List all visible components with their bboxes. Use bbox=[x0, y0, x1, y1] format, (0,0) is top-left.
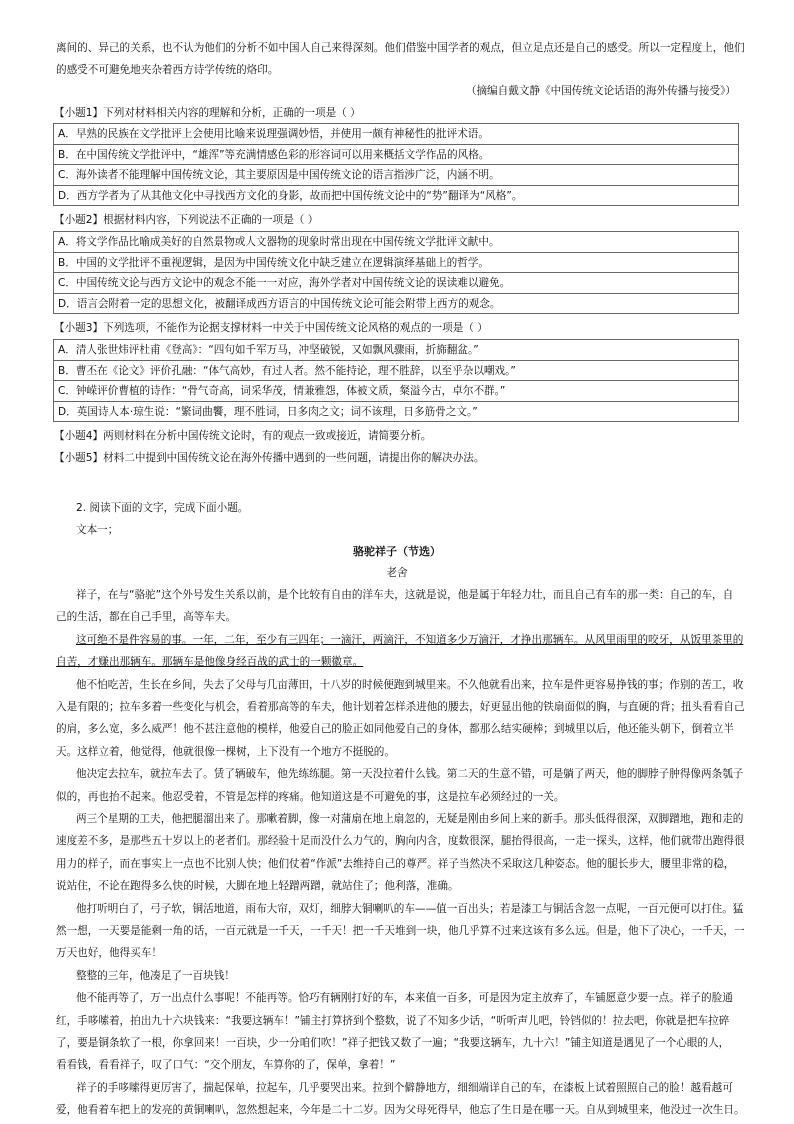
passage-line: 他打听明白了，弓子软，铜活地道，雨布大帘，双灯，细脖大铜喇叭的车——值一百出头；若是漆工与铜活含忽一点呢，一百元便可以打住。猛 bbox=[76, 902, 744, 915]
passage-paragraph bbox=[56, 584, 740, 629]
passage-paragraph bbox=[56, 987, 740, 1077]
passage-line: 他不能再等了，万一出点什么事呢！不能再等。恰巧有辆刚打好的车，本来值一百多，可是因为定主放弃了，车铺愿意少要一点。祥子的脸通 bbox=[76, 992, 733, 1005]
option-1d[interactable]: D．西方学者为了从其他文化中寻找西方文化的身影，故而把中国传统文论中的“势”翻译为“风格”。 bbox=[54, 186, 738, 207]
passage-line: 用力的样子，而在事实上一点也不比别人快；他们仗着“作派”去维持自己的尊严。祥子当然决不采取这几种姿态。他的腿长步大，腰里非常的稳， bbox=[56, 857, 735, 870]
passage-line: 的肩，多么宽，多么威严！他不甚注意他的模样，他爱自己的脸正如同他爱自己的身体，都那么结实硬棒；到城里以后，他还能头朝下，倒着立半 bbox=[56, 723, 734, 736]
question-3-head: 【小题3】下列选项，不能作为论据支撑材料一中关于中国传统文论风格的观点的一项是（ ） bbox=[54, 322, 488, 334]
passage-paragraph bbox=[56, 674, 745, 764]
option-2c[interactable]: C．中国传统文论与西方文论中的观念不能一一对应，海外学者对中国传统文论的误读难以避免。 bbox=[54, 273, 738, 294]
passage-line: 己的生活，都在自己手里，高等车夫。 bbox=[56, 611, 237, 624]
intro-line-1: 离间的、异己的关系，也不认为他们的分析不如中国人自己来得深刻。他们借鉴中国学者的观点，但立足点还是自己的感受。所以一定程度上，他们 bbox=[56, 42, 745, 54]
passage-paragraph bbox=[56, 629, 744, 674]
section-2-instruction: 2. 阅读下面的文字，完成下面小题。 bbox=[76, 502, 249, 514]
option-3b[interactable]: B．曹丕在《论文》评价孔融：“体气高妙，有过人者。然不能持论，理不胜辞，以至乎杂以嘲戏。” bbox=[54, 361, 738, 382]
passage-paragraph bbox=[56, 898, 745, 965]
text-one-label: 文本一； bbox=[76, 524, 119, 536]
option-1a[interactable]: A．早熟的民族在文学批评上会使用比喻来说理强调妙悟，并使用一颇有神秘性的批评术语。 bbox=[54, 124, 738, 145]
passage-line: 入是有限的；拉车多着一些变化与机会，看着那高等的车夫，他计划着怎样杀进他的腰去，好更显出他的铁扇面似的胸，与直硬的背；扭头看看自己 bbox=[56, 701, 745, 713]
passage-paragraph bbox=[56, 1077, 745, 1122]
passage-line: 说站住，不论在跑得多么快的时候，大脚在地上轻蹭两蹭，就站住了；他利落，准确。 bbox=[56, 880, 459, 893]
passage-line: 然一想，一天要是能剩一角的话，一百元就是一千天，一千天！把一千天堆到一块，他几乎算不过来这该有多么远。但是，他下了决心，一千天，一 bbox=[56, 925, 745, 937]
option-3d[interactable]: D．英国诗人本·琼生说：“繁词曲饗，理不胜词，日多肉之文；词不该理，日多筋骨之文。” bbox=[54, 402, 738, 423]
option-2d[interactable]: D．语言会附着一定的思想文化，被翻译成西方语言的中国传统文论可能会附带上西方的观念。 bbox=[54, 294, 738, 315]
passage-line: 他不怕吃苦，生长在乡间，失去了父母与几亩薄田，十八岁的时候便跑到城里来。不久他就看出来，拉车是件更容易挣钱的事；作别的苦工，收 bbox=[76, 678, 744, 691]
question-4: 【小题4】两则材料在分析中国传统文论时，有的观点一致或接近，请简要分析。 bbox=[54, 430, 432, 442]
option-3a[interactable]: A．清人张世炜评杜甫《登高》：“四句如千军万马，冲坚破锐，又如飘风骤雨，折旆翻盆。” bbox=[54, 340, 738, 361]
passage-line: 两三个星期的工夫，他把腿溜出来了。那嗽着脚，像一对蒲扇在地上扇忽的，无疑是刚由乡间上来的新手。那头低得很深，双脚蹭地，跑和走的 bbox=[76, 813, 744, 825]
passage-paragraph bbox=[56, 965, 740, 987]
passage-line: 天。这样立着，他觉得，他就很像一棵树，上下没有一个地方不挺脱的。 bbox=[56, 745, 395, 758]
question-1-head: 【小题1】下列对材料相关内容的理解和分析，正确的一项是（ ） bbox=[54, 107, 361, 119]
passage-author: 老舍 bbox=[386, 567, 408, 579]
passage-line: 这可绝不是件容易的事。一年，二年，至少有三四年；一滴汗，两滴汗，不知道多少万滴汗，才挣出那辆车。从风里雨里的咬牙，从饭里茶里的 bbox=[76, 633, 744, 646]
passage-title: 骆驼祥子（节选） bbox=[353, 545, 441, 558]
passage-paragraph bbox=[56, 808, 745, 898]
passage-line: 他决定去拉车，就拉车去了。赁了辆破车，他先练练腿。第一天没拉着什么钱。第二天的生意不错，可是躺了两天，他的脚脖子肿得像两条瓠子 bbox=[76, 768, 744, 781]
option-1c[interactable]: C．海外读者不能理解中国传统文论，其主要原因是中国传统文论的语言指涉广泛，内涵不明。 bbox=[54, 165, 738, 186]
passage-line: 看看钱，看看祥子，叹了口气：“交个朋友，车算你的了，保单，拿着！” bbox=[56, 1059, 396, 1072]
question-5: 【小题5】材料二中提到中国传统文论在海外传播中遇到的一些问题，请提出你的解决办法。 bbox=[54, 452, 485, 464]
passage-line: 万天也好，他得买车！ bbox=[56, 947, 162, 960]
question-2-options bbox=[53, 231, 739, 314]
option-1b[interactable]: B．在中国传统文学批评中，“雄浑”等充满情感色彩的形容词可以用来概括文学作品的风格。 bbox=[54, 145, 738, 166]
question-2-head: 【小题2】根据材料内容，下列说法不正确的一项是（ ） bbox=[54, 214, 319, 226]
question-1-options bbox=[53, 123, 739, 206]
passage-line: 祥子的手哆嗦得更厉害了，揣起保单，拉起车，几乎要哭出来。拉到个僻静地方，细细端详自己的车，在漆板上试着照照自己的脸！越看越可 bbox=[76, 1081, 733, 1094]
option-2a[interactable]: A．将文学作品比喻成美好的自然景物或人文器物的现象时常出现在中国传统文学批评文献中。 bbox=[54, 232, 738, 253]
passage-line: 自苦，才赚出那辆车。那辆车是他像身经百战的武士的一颗徽章。 bbox=[56, 656, 364, 669]
intro-line-2: 的感受不可避免地夹杂着西方诗学传统的烙印。 bbox=[56, 64, 279, 76]
option-2b[interactable]: B．中国的文学批评不重视逻辑，是因为中国传统文化中缺乏建立在逻辑演绎基础上的哲学。 bbox=[54, 253, 738, 274]
passage-line: 整整的三年，他凑足了一百块钱！ bbox=[76, 969, 235, 982]
source-citation: （摘编自戴文静《中国传统文论话语的海外传播与接受》） bbox=[465, 85, 736, 97]
option-3c[interactable]: C．钟嵘评价曹植的诗作：“骨气奇高，词采华茂，情兼雅怨，体被文质，粲溢今古，卓尔不群。” bbox=[54, 381, 738, 402]
passage-line: 似的，再也抬不起来。他忍受着，不管是怎样的疼痛。他知道这是不可避免的事，这是拉车必须经过的一关。 bbox=[56, 790, 565, 803]
passage-line: 祥子，在与“骆驼”这个外号发生关系以前，是个比较有自由的洋车夫，这就是说，他是属于年轻力壮，而且自己有车的那一类：自己的车，自 bbox=[76, 589, 734, 601]
passage-line: 红，手哆嗦着，拍出九十六块钱来：“我要这辆车！”铺主打算挤到个整数，说了不知多少话，“听听声儿吧，铃铛似的！拉去吧，你就是把车拉碎 bbox=[56, 1014, 730, 1027]
passage-line: 速度差不多，是那些五十岁以上的老者们。那经验十足而没什么力气的，胸向内含，度数很深，腿抬得很高，一走一探头，这样，他们就带出跑得很 bbox=[56, 835, 745, 848]
question-3-options bbox=[53, 339, 739, 422]
passage-line: 爱，他看着车把上的发亮的黄铜喇叭，忽然想起来，今年是二十二岁。因为父母死得早，他忘了生日是在哪一天。自从到城里来，他没过一次生日。 bbox=[56, 1104, 745, 1117]
passage-line: 了，要是铜条软了一根，你拿回来！一百块，少一分咱们吹！”祥子把钱又数了一遍；“我要这辆车，九十六！”铺主知道是遇见了一个心眼的人， bbox=[56, 1037, 730, 1049]
passage-paragraph bbox=[56, 763, 744, 808]
